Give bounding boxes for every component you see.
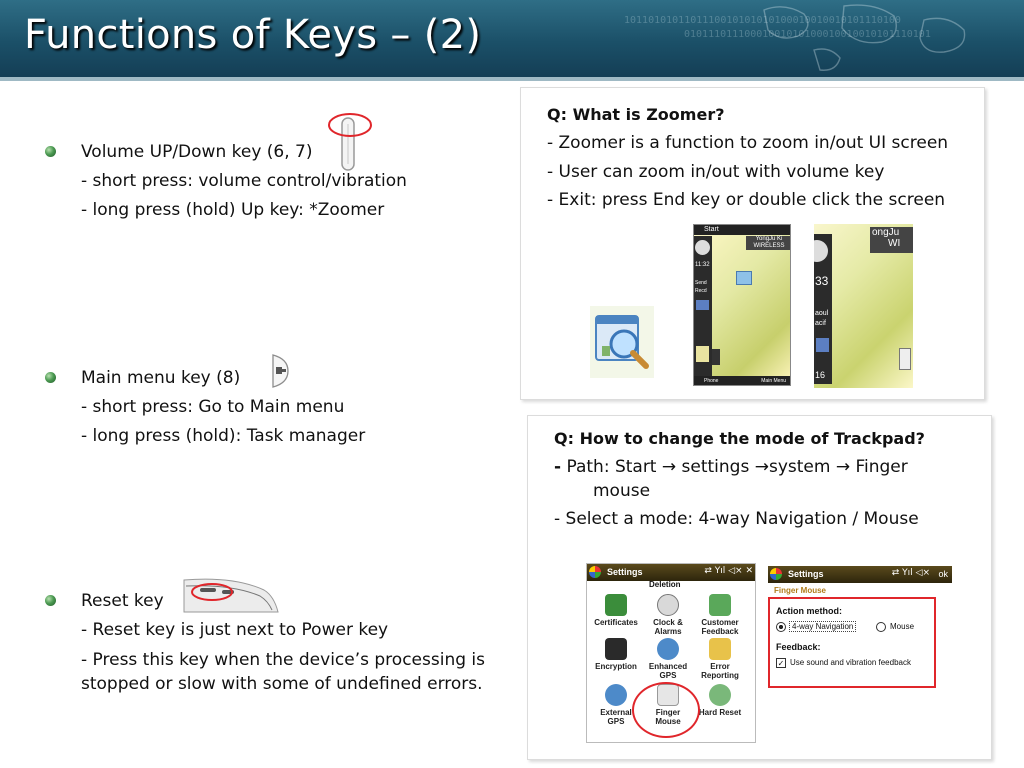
zoomed-owner-card	[870, 227, 913, 253]
zoomed-owner-name: ongJu	[872, 227, 900, 238]
drawer-handle-icon[interactable]	[712, 349, 720, 365]
title-banner	[0, 0, 1024, 77]
menu-short-press: - short press: Go to Main menu	[81, 397, 345, 417]
path-dash: -	[554, 457, 562, 477]
trackpad-path-cont: mouse	[593, 481, 651, 501]
world-map-icon	[724, 0, 1024, 77]
clock-icon	[695, 240, 710, 255]
warning-icon	[709, 638, 731, 660]
app-label: Hard Reset	[698, 708, 742, 717]
banner-divider	[0, 77, 1024, 81]
app-label: Certificates	[594, 618, 638, 627]
windows-start-icon[interactable]	[770, 568, 782, 580]
gps-icon	[657, 638, 679, 660]
bullet-icon	[45, 146, 56, 157]
volume-key-illustration	[325, 108, 373, 174]
finger-mouse-screenshot	[768, 566, 952, 696]
settings-title: Settings	[607, 567, 643, 577]
settings-title-bar	[587, 564, 756, 581]
finger-settings-title: Settings	[788, 569, 824, 579]
encryption-icon	[605, 638, 627, 660]
main-menu-softkey[interactable]: Main Menu	[761, 378, 786, 384]
page-title: Functions of Keys – (2)	[24, 12, 482, 58]
volume-long-press: - long press (hold) Up key: *Zoomer	[81, 200, 385, 220]
action-method-highlight	[768, 597, 936, 688]
owner-card	[746, 236, 791, 250]
finger-status-icons: ⇄ Yıl ◁×	[891, 568, 930, 578]
zoomed-screenshot	[814, 224, 913, 388]
phone-status-bar	[694, 225, 791, 235]
zoomer-answer-line: - Exit: press End key or double click the screen	[547, 190, 946, 210]
zoomed-label: aoul	[815, 310, 829, 317]
zoomed-game-icon	[816, 338, 829, 352]
owner-name: YongJu Ki	[755, 236, 783, 242]
zoomer-mini-icon[interactable]	[736, 271, 752, 285]
encryption-app[interactable]	[587, 638, 645, 671]
customer-feedback-app[interactable]	[691, 594, 749, 636]
phone-home-screenshot	[693, 224, 791, 386]
zoomer-app-icon	[590, 306, 654, 378]
deletion-label: Deletion	[649, 580, 681, 589]
photo-icon	[696, 346, 709, 362]
app-label: External GPS	[600, 708, 632, 726]
ok-button[interactable]: ok	[938, 569, 948, 579]
action-method-label: Action method:	[776, 606, 842, 616]
4way-navigation-option[interactable]: 4-way Navigation	[789, 621, 856, 632]
clock-alarms-app[interactable]	[639, 594, 697, 636]
binary-row: 01011101110001001010100010010010101110101	[684, 29, 931, 40]
volume-key-heading: Volume UP/Down key (6, 7)	[81, 142, 313, 162]
carrier-name: WIRELESS	[753, 243, 785, 249]
feedback-checkbox[interactable]: ✓	[777, 659, 785, 668]
reset-key-section	[45, 589, 525, 709]
app-label: Customer Feedback	[701, 618, 739, 636]
feedback-icon	[709, 594, 731, 616]
zoomer-answer-line: - Zoomer is a function to zoom in/out UI screen	[547, 133, 949, 153]
error-reporting-app[interactable]	[691, 638, 749, 680]
bullet-icon	[45, 595, 56, 606]
reset-usage: - Press this key when the device’s processing is stopped or slow with some of undefined errors.	[81, 650, 485, 694]
zoomed-carrier: WI	[888, 238, 901, 249]
reset-key-heading: Reset key	[81, 591, 164, 611]
path-text: Path: Start → settings →system → Finger	[566, 457, 908, 477]
zoomer-question: Q: What is Zoomer?	[547, 105, 725, 124]
clock-icon	[657, 594, 679, 616]
main-menu-key-illustration	[270, 353, 292, 389]
app-label: Encryption	[595, 662, 637, 671]
bullet-icon	[45, 372, 56, 383]
finger-mouse-highlight	[632, 682, 700, 738]
phone-time: 11:32	[695, 262, 710, 268]
trackpad-select-mode: - Select a mode: 4-way Navigation / Mouse	[554, 509, 919, 529]
recd-label: Recd	[695, 288, 707, 294]
phone-softkey-bar	[694, 376, 791, 386]
app-label: Finger Mouse	[655, 708, 681, 726]
finger-mouse-header: Finger Mouse	[774, 586, 827, 595]
app-label: Enhanced GPS	[648, 662, 688, 680]
zoomed-handle-icon[interactable]	[899, 348, 911, 370]
app-label: Error Reporting	[701, 662, 739, 680]
phone-softkey[interactable]: Phone	[704, 378, 719, 384]
menu-long-press: - long press (hold): Task manager	[81, 426, 366, 446]
zoomed-side-panel	[814, 234, 832, 384]
enhanced-gps-app[interactable]	[639, 638, 697, 680]
reset-key-illustration	[182, 572, 280, 616]
main-menu-key-heading: Main menu key (8)	[81, 368, 241, 388]
status-icons: ⇄ Yıl ◁× ✕	[704, 566, 753, 576]
feedback-label: Feedback:	[776, 642, 821, 652]
zoomed-label: acif	[815, 320, 826, 327]
zoomed-time: 33	[815, 274, 829, 288]
app-label: Clock & Alarms	[653, 618, 683, 636]
certificates-app[interactable]	[587, 594, 645, 627]
send-label: Send	[695, 280, 707, 286]
binary-row: 1011010101101110010101010100010010010101110100	[624, 15, 901, 26]
reset-location: - Reset key is just next to Power key	[81, 620, 389, 640]
external-gps-icon	[605, 684, 627, 706]
zoomed-clock-icon	[814, 240, 828, 262]
finger-title-bar	[768, 566, 952, 583]
volume-key-section	[45, 140, 525, 240]
trackpad-info-box	[527, 415, 992, 760]
windows-start-icon[interactable]	[589, 566, 601, 578]
settings-screenshot	[586, 563, 756, 743]
game-icon	[696, 300, 709, 310]
mouse-option[interactable]: Mouse	[890, 622, 915, 631]
zoomed-label: 16	[815, 370, 826, 380]
volume-short-press: - short press: volume control/vibration	[81, 171, 407, 191]
zoomer-answer-line: - User can zoom in/out with volume key	[547, 162, 885, 182]
start-label: Start	[704, 226, 719, 233]
hard-reset-icon	[709, 684, 731, 706]
trackpad-path	[554, 457, 908, 477]
trackpad-question: Q: How to change the mode of Trackpad?	[554, 429, 925, 448]
feedback-checkbox-label: Use sound and vibration feedback	[790, 658, 911, 667]
zoomer-info-box	[520, 87, 985, 400]
certificates-icon	[605, 594, 627, 616]
phone-side-panel	[694, 236, 712, 376]
